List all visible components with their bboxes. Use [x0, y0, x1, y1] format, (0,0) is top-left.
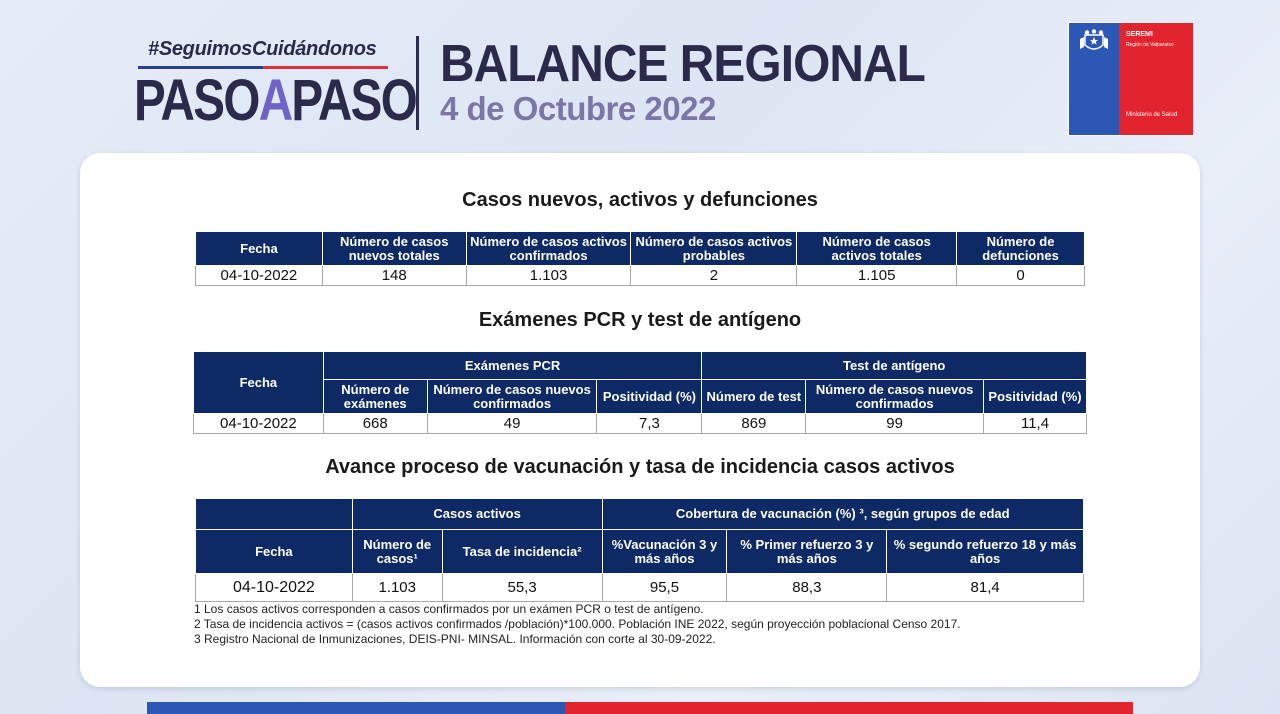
- footnotes: [194, 602, 961, 647]
- th-num-examenes: Número de exámenes: [323, 380, 427, 414]
- ministry-logo: [1068, 22, 1192, 136]
- brand-right: PASO: [291, 68, 417, 133]
- logo-ministry: Ministerio de Salud: [1126, 112, 1178, 118]
- cell-num-casos: 1.103: [352, 574, 442, 602]
- section-title-vacunacion: Avance proceso de vacunación y tasa de incidencia casos activos: [325, 456, 955, 478]
- page-title: BALANCE REGIONAL: [440, 35, 925, 93]
- th-vacunacion: %Vacunación 3 y más años: [602, 530, 727, 574]
- header-divider: [416, 36, 419, 130]
- cell-vacunacion: 95,5: [602, 574, 727, 602]
- table-row: [196, 266, 1085, 286]
- th-activos-totales: Número de casos activos totales: [797, 232, 957, 266]
- th-casos-pcr: Número de casos nuevos confirmados: [427, 380, 597, 414]
- th-blank: [196, 499, 353, 530]
- th-group-pcr: Exámenes PCR: [323, 352, 702, 380]
- th-group-cobertura: Cobertura de vacunación (%) ³, según grupos de edad: [602, 499, 1083, 530]
- cell-activos-probables: 2: [631, 266, 797, 286]
- footnote-3: 3 Registro Nacional de Inmunizaciones, DEIS-PNI- MINSAL. Información con corte al 30-09-2022.: [194, 632, 716, 646]
- cell-nuevos-totales: 148: [322, 266, 466, 286]
- chile-shield-icon: [1077, 29, 1111, 55]
- cell-defunciones: 0: [957, 266, 1085, 286]
- th-tasa-incidencia: Tasa de incidencia²: [442, 530, 602, 574]
- th-primer-refuerzo: % Primer refuerzo 3 y más años: [727, 530, 887, 574]
- content-card: [80, 153, 1200, 687]
- table-vacunacion: [195, 498, 1084, 602]
- page-date: 4 de Octubre 2022: [440, 90, 716, 127]
- th-fecha: Fecha: [196, 232, 323, 266]
- cell-num-test: 869: [702, 414, 806, 434]
- table-row: [196, 574, 1084, 602]
- table-row: [194, 414, 1087, 434]
- th-num-casos: Número de casos¹: [352, 530, 442, 574]
- cell-fecha: 04-10-2022: [194, 414, 324, 434]
- th-fecha: Fecha: [194, 352, 324, 414]
- brand-mid: A: [258, 68, 292, 133]
- cell-num-examenes: 668: [323, 414, 427, 434]
- cell-fecha: 04-10-2022: [196, 266, 323, 286]
- th-positividad-pcr: Positividad (%): [597, 380, 702, 414]
- brand-logo: [134, 70, 416, 132]
- cell-segundo-refuerzo: 81,4: [887, 574, 1084, 602]
- logo-seremi: SEREMI: [1126, 31, 1153, 38]
- cell-casos-antigeno: 99: [806, 414, 984, 434]
- hashtag-text: #SeguimosCuidándonos: [148, 38, 377, 60]
- th-segundo-refuerzo: % segundo refuerzo 18 y más años: [887, 530, 1084, 574]
- th-positividad-antigeno: Positividad (%): [984, 380, 1087, 414]
- th-fecha: Fecha: [196, 530, 353, 574]
- cell-primer-refuerzo: 88,3: [727, 574, 887, 602]
- th-num-test: Número de test: [702, 380, 806, 414]
- th-casos-antigeno: Número de casos nuevos confirmados: [806, 380, 984, 414]
- brand-left: PASO: [134, 68, 259, 133]
- th-nuevos-totales: Número de casos nuevos totales: [322, 232, 466, 266]
- bottom-flag-bar: [147, 702, 1133, 714]
- cell-activos-totales: 1.105: [797, 266, 957, 286]
- cell-fecha: 04-10-2022: [196, 574, 353, 602]
- cell-positividad-pcr: 7,3: [597, 414, 702, 434]
- th-group-antigeno: Test de antígeno: [702, 352, 1087, 380]
- footnote-2: 2 Tasa de incidencia activos = (casos activos confirmados /población)*100.000. Población INE 2022, según proyección poblacional Censo 2017.: [194, 617, 961, 631]
- table-pcr: [193, 351, 1087, 434]
- cell-casos-pcr: 49: [427, 414, 597, 434]
- th-activos-probables: Número de casos activos probables: [631, 232, 797, 266]
- table-casos: [195, 231, 1085, 286]
- cell-tasa-incidencia: 55,3: [442, 574, 602, 602]
- section-title-pcr: Exámenes PCR y test de antígeno: [478, 309, 802, 331]
- footnote-1: 1 Los casos activos corresponden a casos confirmados por un exámen PCR o test de antígeno.: [194, 602, 704, 616]
- th-defunciones: Número de defunciones: [957, 232, 1085, 266]
- cell-positividad-antigeno: 11,4: [984, 414, 1087, 434]
- cell-activos-confirmados: 1.103: [466, 266, 631, 286]
- section-title-casos: Casos nuevos, activos y defunciones: [462, 189, 818, 211]
- th-activos-confirmados: Número de casos activos confirmados: [466, 232, 631, 266]
- logo-region: Región de Valparaíso: [1126, 42, 1174, 48]
- th-group-activos: Casos activos: [352, 499, 602, 530]
